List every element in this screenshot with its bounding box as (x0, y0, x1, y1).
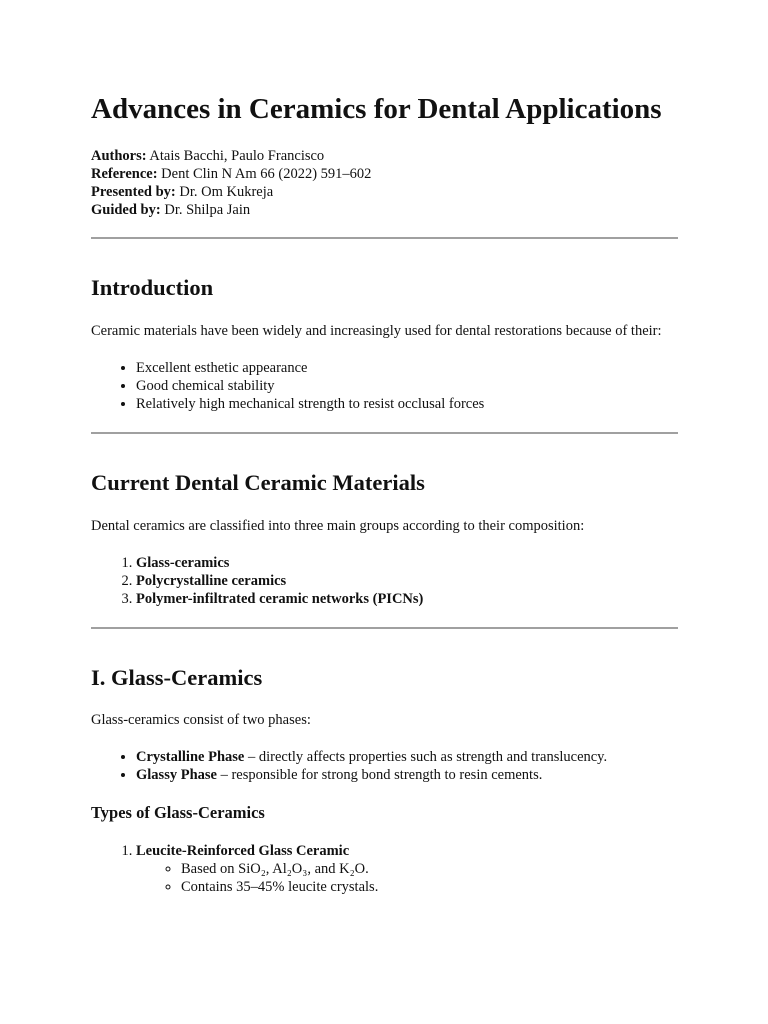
list-item (136, 748, 678, 766)
list-item: • Relatively high mechanical strength to resist occlusal forces (136, 395, 678, 413)
glass-ceramics-heading: I. Glass-Ceramics (91, 665, 263, 690)
meta-authors-value: Atais Bacchi, Paulo Francisco (146, 148, 325, 164)
meta-presented (91, 183, 678, 201)
document-meta (91, 147, 678, 219)
section-divider (91, 627, 678, 629)
meta-authors-label: Authors: (91, 148, 147, 164)
list-item: ◦ Contains 35–45% leucite crystals. (181, 878, 678, 896)
meta-guided-value: Dr. Shilpa Jain (160, 202, 251, 218)
meta-reference (91, 165, 678, 183)
phase-desc: – responsible for strong bond strength to resin cements. (216, 767, 543, 783)
meta-reference-value: Dent Clin N Am 66 (2022) 591–602 (157, 166, 372, 182)
list-item: 2. Polycrystalline ceramics (136, 572, 678, 590)
meta-presented-label: Presented by: (91, 184, 176, 200)
glass-ceramics-paragraph: Glass-ceramics consist of two phases: (91, 712, 311, 728)
introduction-list (91, 359, 678, 413)
section-divider (91, 237, 678, 239)
phase-term: Glassy Phase (136, 767, 217, 783)
list-item: • Excellent esthetic appearance (136, 359, 678, 377)
list-item: ◦ Based on SiO₂, Al₂O₃, and K₂O. (181, 860, 678, 878)
meta-authors (91, 147, 678, 165)
types-heading: Types of Glass-Ceramics (91, 803, 265, 822)
list-item: • Good chemical stability (136, 377, 678, 395)
list-item (136, 766, 678, 784)
phase-desc: – directly affects properties such as strength and translucency. (244, 749, 608, 765)
current-materials-heading: Current Dental Ceramic Materials (91, 470, 425, 495)
list-item (136, 842, 678, 896)
current-materials-paragraph: Dental ceramics are classified into three main groups according to their composition: (91, 518, 585, 534)
list-item: 1. Glass-ceramics (136, 554, 678, 572)
type-name: Leucite-Reinforced Glass Ceramic (136, 843, 350, 859)
introduction-heading: Introduction (91, 275, 214, 300)
current-materials-list (91, 554, 678, 608)
list-item: 3. Polymer-infiltrated ceramic networks (PICNs) (136, 590, 678, 608)
introduction-paragraph: Ceramic materials have been widely and increasingly used for dental restorations because of their: (91, 323, 662, 339)
phase-term: Crystalline Phase (136, 749, 245, 765)
meta-guided (91, 201, 678, 219)
meta-guided-label: Guided by: (91, 202, 161, 218)
types-list (91, 842, 678, 896)
meta-reference-label: Reference: (91, 166, 158, 182)
section-divider (91, 432, 678, 434)
type-details-list (136, 860, 678, 896)
document-title: Advances in Ceramics for Dental Applications (91, 93, 662, 125)
glass-ceramics-phases-list (91, 748, 678, 784)
meta-presented-value: Dr. Om Kukreja (175, 184, 274, 200)
